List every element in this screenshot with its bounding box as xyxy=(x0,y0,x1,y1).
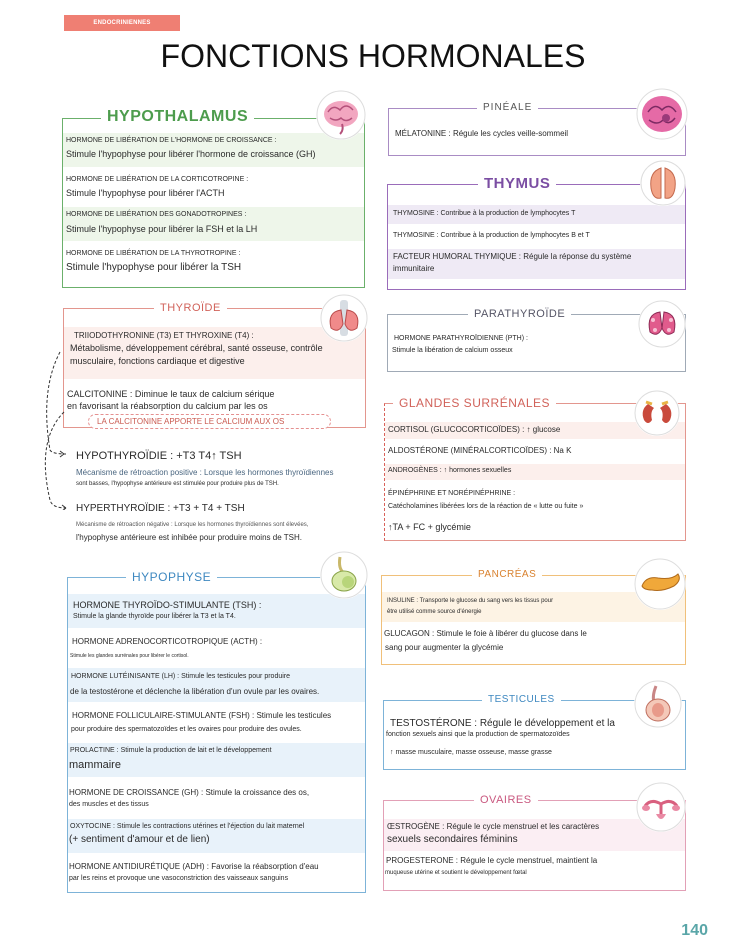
hypothyroidie-line1: Mécanisme de rétroaction positive : Lorsque les hormones thyroïdiennes xyxy=(76,468,334,477)
fsh-title: HORMONE FOLLICULAIRE-STIMULANTE (FSH) : Stimule les testicules xyxy=(72,711,332,720)
facteur-humoral: FACTEUR HUMORAL THYMIQUE : Régule la réponse du système xyxy=(393,252,632,261)
tsh-effect: Stimule la glande thyroïde pour libérer la T3 et la T4. xyxy=(73,613,236,620)
pth-title: HORMONE PARATHYROÏDIENNE (PTH) : xyxy=(394,335,528,342)
hyperthyroidie-line1: Mécanisme de rétroaction négative : Lorsque les hormones thyroïdiennes sont élevées, xyxy=(76,522,309,528)
thymus-heading: THYMUS xyxy=(478,175,556,192)
hypothalamus-row xyxy=(63,246,364,280)
hypothyroidie-title: HYPOTHYROÏDIE : +T3 T4↑ TSH xyxy=(76,450,242,462)
surrenales-row xyxy=(385,464,685,480)
lh-title: HORMONE LUTÉINISANTE (LH) : Stimule les testicules pour produire xyxy=(71,673,291,680)
hypophyse-row xyxy=(68,819,365,853)
fsh-effect: pour produire des spermatozoïdes et les ovaires pour produire des ovules. xyxy=(71,726,302,733)
oestrogene-effect: sexuels secondaires féminins xyxy=(387,834,518,845)
adh-effect: par les reins et provoque une vasoconstriction des vaisseaux sanguins xyxy=(69,875,289,882)
hypothalamus-box xyxy=(62,108,365,288)
hormone-name: HORMONE DE LIBÉRATION DE LA THYROTROPINE : xyxy=(66,250,241,257)
thymosine-t: THYMOSINE : Contribue à la production de lymphocytes T xyxy=(393,210,576,217)
hormone-effect: Stimule l'hypophyse pour libérer l'hormone de croissance (GH) xyxy=(66,149,316,159)
tsh-title: HORMONE THYROÏDO-STIMULANTE (TSH) : xyxy=(73,600,262,610)
hormone-name: HORMONE DE LIBÉRATION DES GONADOTROPINES : xyxy=(66,211,247,218)
hormone-effect: Stimule l'hypophyse pour libérer la FSH et la LH xyxy=(66,224,258,234)
hypophyse-row xyxy=(68,857,365,891)
insuline-text: INSULINE : Transporte le glucose du sang vers les tissus pour xyxy=(387,598,554,604)
t3t4-effect-cont: musculaire, fonctions cardiaque et digestive xyxy=(70,356,245,366)
ovaires-heading: OVAIRES xyxy=(474,794,538,806)
pancreas-heading: PANCRÉAS xyxy=(472,569,542,580)
insuline-text-cont: être utilisé comme source d'énergie xyxy=(387,609,482,615)
parathyroide-heading: PARATHYROÏDE xyxy=(468,308,571,320)
pineale-heading: PINÉALE xyxy=(477,102,538,113)
feedback-arrows xyxy=(36,350,76,510)
hypophyse-row xyxy=(68,705,365,739)
acth-effect: Stimule les glandes surrénales pour libérer le cortisol. xyxy=(70,653,189,659)
page-title: FONCTIONS HORMONALES xyxy=(160,38,586,74)
parathyroid-icon xyxy=(638,300,686,348)
oxytocine-effect: (+ sentiment d'amour et de lien) xyxy=(69,834,210,845)
pituitary-icon xyxy=(320,551,368,599)
prolactine-title: PROLACTINE : Stimule la production de lait et le développement xyxy=(70,747,272,754)
adrenal-kidney-icon xyxy=(634,390,680,436)
testosterone-title: TESTOSTÉRONE : Régule le développement et la xyxy=(390,718,615,729)
hormone-effect: Stimule l'hypophyse pour libérer l'ACTH xyxy=(66,188,225,198)
brain-icon xyxy=(316,90,366,140)
glucagon-text: GLUCAGON : Stimule le foie à libérer du glucose dans le xyxy=(384,629,587,638)
hormone-effect: Stimule l'hypophyse pour libérer la TSH xyxy=(66,262,242,273)
epinephrine-result: ↑TA + FC + glycémie xyxy=(388,522,471,532)
lh-effect: de la testostérone et déclenche la libération d'un ovule par les ovaires. xyxy=(70,687,320,696)
acth-title: HORMONE ADRENOCORTICOTROPIQUE (ACTH) : xyxy=(72,637,263,646)
thyroid-icon xyxy=(320,294,368,342)
pineal-gland-icon xyxy=(636,88,688,140)
prolactine-effect: mammaire xyxy=(69,759,121,771)
calcitonine-pill: LA CALCITONINE APPORTE LE CALCIUM AUX OS xyxy=(88,414,331,429)
hypothalamus-heading: HYPOTHALAMUS xyxy=(101,108,254,126)
thymus-row xyxy=(388,228,685,247)
testosterone-effects: ↑ masse musculaire, masse osseuse, masse grasse xyxy=(390,749,552,756)
t3t4-effect: Métabolisme, développement cérébral, santé osseuse, contrôle xyxy=(70,343,323,353)
pth-effect: Stimule la libération de calcium osseux xyxy=(392,347,513,354)
pancreas-icon xyxy=(634,558,686,610)
androgenes-text: ANDROGÈNES : ↑ hormones sexuelles xyxy=(388,467,512,474)
hypophyse-row xyxy=(68,782,365,816)
t3t4-title: TRIIODOTHYRONINE (T3) ET THYROXINE (T4) : xyxy=(74,331,254,340)
melatonine-text: MÉLATONINE : Régule les cycles veille-sommeil xyxy=(395,129,569,138)
hypophyse-row xyxy=(68,668,365,702)
thymosine-bt: THYMOSINE : Contribue à la production de lymphocytes B et T xyxy=(393,232,590,239)
hypothalamus-row xyxy=(63,172,364,204)
gh-title: HORMONE DE CROISSANCE (GH) : Stimule la croissance des os, xyxy=(69,788,310,797)
testes-icon xyxy=(634,680,682,728)
gh-effect: des muscles et des tissus xyxy=(69,801,149,808)
oestrogene-title: ŒSTROGÈNE : Régule le cycle menstruel et les caractères xyxy=(387,822,600,831)
page-number: 140 xyxy=(681,922,708,939)
calcitonine-text-cont: en favorisant la réabsorption du calcium par les os xyxy=(67,401,268,411)
thyroide-heading: THYROÏDE xyxy=(154,302,227,314)
progesterone-effect: muqueuse utérine et soutient le développement fœtal xyxy=(385,870,527,876)
testicules-heading: TESTICULES xyxy=(482,694,561,705)
cortisol-text: CORTISOL (GLUCOCORTICOÏDES) : ↑ glucose xyxy=(388,425,561,434)
calcitonine-text: CALCITONINE : Diminue le taux de calcium sérique xyxy=(67,389,275,399)
hormone-name: HORMONE DE LIBÉRATION DE LA CORTICOTROPINE : xyxy=(66,176,249,183)
hyperthyroidie-line2: l'hypophyse antérieure est inhibée pour produire moins de TSH. xyxy=(76,533,302,542)
hypothalamus-row xyxy=(63,207,364,241)
hypothyroidie-line2: sont basses, l'hypophyse antérieure est stimulée pour produire plus de TSH. xyxy=(76,481,279,487)
adh-title: HORMONE ANTIDIURÉTIQUE (ADH) : Favorise la réabsorption d'eau xyxy=(69,862,319,871)
testosterone-effect: fonction sexuels ainsi que la production de spermatozoïdes xyxy=(386,731,570,738)
epinephrine-effect: Catécholamines libérées lors de la réaction de « lutte ou fuite » xyxy=(388,503,584,510)
hypophyse-box xyxy=(67,570,366,893)
category-tag: ENDOCRINIENNES xyxy=(64,15,180,31)
hypophyse-row xyxy=(68,743,365,777)
progesterone-title: PROGESTERONE : Régule le cycle menstruel, maintient la xyxy=(386,856,598,865)
hypophyse-heading: HYPOPHYSE xyxy=(126,570,217,584)
hormone-name: HORMONE DE LIBÉRATION DE L'HORMONE DE CROISSANCE : xyxy=(66,137,277,144)
glucagon-text-cont: sang pour augmenter la glycémie xyxy=(385,643,504,652)
hypophyse-row xyxy=(68,594,365,628)
surrenales-heading: GLANDES SURRÉNALES xyxy=(393,396,556,410)
epinephrine-title: ÉPINÉPHRINE ET NORÉPINÉPHRINE : xyxy=(388,490,516,497)
oxytocine-title: OXYTOCINE : Stimule les contractions utérines et l'éjection du lait maternel xyxy=(70,823,305,830)
facteur-humoral-cont: immunitaire xyxy=(393,264,435,273)
thymus-icon xyxy=(640,160,686,206)
ovaries-icon xyxy=(636,782,686,832)
hyperthyroidie-title: HYPERTHYROÏDIE : +T3 + T4 + TSH xyxy=(76,503,245,514)
aldosterone-text: ALDOSTÉRONE (MINÉRALCORTICOÏDES) : Na K xyxy=(388,446,572,455)
thymus-row xyxy=(388,205,685,224)
thymus-row xyxy=(388,249,685,279)
hypophyse-row xyxy=(68,631,365,665)
